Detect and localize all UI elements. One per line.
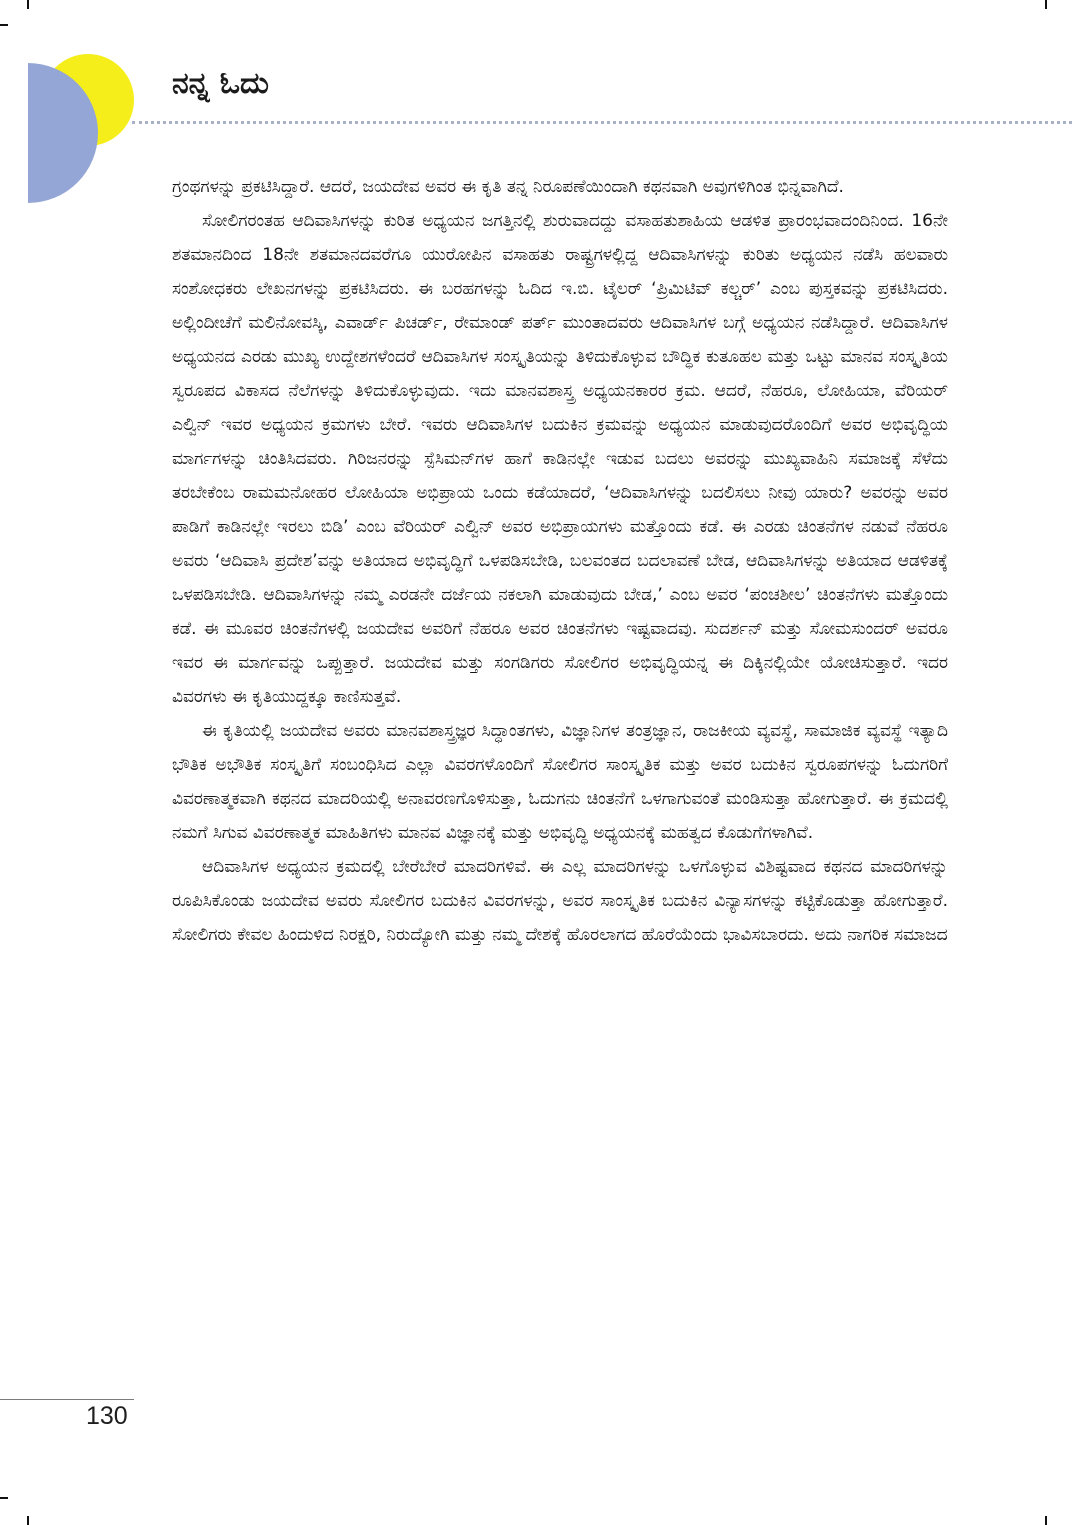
paragraph: ಸೋಲಿಗರಂತಹ ಆದಿವಾಸಿಗಳನ್ನು ಕುರಿತ ಅಧ್ಯಯನ ಜಗತ್ತಿನಲ್ಲಿ ಶುರುವಾದದ್ದು ವಸಾಹತುಶಾಹಿಯ ಆಡಳಿತ ಪ್ರಾರಂಭವಾದಂದಿನಿಂದ. 16ನೇ ಶತಮಾನದಿಂದ 18ನೇ ಶತಮಾನದವರೆಗೂ ಯುರೋಪಿನ ವಸಾಹತು ರಾಷ್ಟ್ರಗಳಲ್ಲಿದ್ದ ಆದಿವಾಸಿಗಳನ್ನು ಕುರಿತು ಅಧ್ಯಯನ ನಡೆಸಿ ಹಲವಾರು ಸಂಶೋಧಕರು ಲೇಖನಗಳನ್ನು ಪ್ರಕಟಿಸಿದರು. ಈ ಬರಹಗಳನ್ನು ಓದಿದ ಇ.ಬಿ. ಟೈಲರ್ ‘ಪ್ರಿಮಿಟಿವ್ ಕಲ್ಚರ್’ ಎಂಬ ಪುಸ್ತಕವನ್ನು ಪ್ರಕಟಿಸಿದರು. ಅಲ್ಲಿಂದೀಚೆಗೆ ಮಲಿನೋವಸ್ಕಿ, ಎವಾರ್ಡ್ ಪಿಚರ್ಡ್, ರೇಮಾಂಡ್ ಪರ್ತ್ ಮುಂತಾದವರು ಆದಿವಾಸಿಗಳ ಬಗ್ಗೆ ಅಧ್ಯಯನ ನಡೆಸಿದ್ದಾರೆ. ಆದಿವಾಸಿಗಳ ಅಧ್ಯಯನದ ಎರಡು ಮುಖ್ಯ ಉದ್ದೇಶಗಳೆಂದರೆ ಆದಿವಾಸಿಗಳ ಸಂಸ್ಕೃತಿಯನ್ನು ತಿಳಿದುಕೊಳ್ಳುವ ಬೌದ್ಧಿಕ ಕುತೂಹಲ ಮತ್ತು ಒಟ್ಟು ಮಾನವ ಸಂಸ್ಕೃತಿಯ ಸ್ವರೂಪದ ವಿಕಾಸದ ನೆಲೆಗಳನ್ನು ತಿಳಿದುಕೊಳ್ಳುವುದು. ಇದು ಮಾನವಶಾಸ್ತ್ರ ಅಧ್ಯಯನಕಾರರ ಕ್ರಮ. ಆದರೆ, ನೆಹರೂ, ಲೋಹಿಯಾ, ವೆರಿಯರ್ ಎಲ್ವಿನ್ ಇವರ ಅಧ್ಯಯನ ಕ್ರಮಗಳು ಬೇರೆ. ಇವರು ಆದಿವಾಸಿಗಳ ಬದುಕಿನ ಕ್ರಮವನ್ನು ಅಧ್ಯಯನ ಮಾಡುವುದರೊಂದಿಗೆ ಅವರ ಅಭಿವೃದ್ಧಿಯ ಮಾರ್ಗಗಳನ್ನು ಚಿಂತಿಸಿದವರು. ಗಿರಿಜನರನ್ನು ಸ್ಪೆಸಿಮನ್‌ಗಳ ಹಾಗೆ ಕಾಡಿನಲ್ಲೇ ಇಡುವ ಬದಲು ಅವರನ್ನು ಮುಖ್ಯವಾಹಿನಿ ಸಮಾಜಕ್ಕೆ ಸೆಳೆದು ತರಬೇಕೆಂಬ ರಾಮಮನೋಹರ ಲೋಹಿಯಾ ಅಭಿಪ್ರಾಯ ಒಂದು ಕಡೆಯಾದರೆ, ‘ಆದಿವಾಸಿಗಳನ್ನು ಬದಲಿಸಲು ನೀವು ಯಾರು? ಅವರನ್ನು ಅವರ ಪಾಡಿಗೆ ಕಾಡಿನಲ್ಲೇ ಇರಲು ಬಿಡಿ’ ಎಂಬ ವೆರಿಯರ್ ಎಲ್ವಿನ್ ಅವರ ಅಭಿಪ್ರಾಯಗಳು ಮತ್ತೊಂದು ಕಡೆ. ಈ ಎರಡು ಚಿಂತನೆಗಳ ನಡುವೆ ನೆಹರೂ ಅವರು ‘ಆದಿವಾಸಿ ಪ್ರದೇಶ’ವನ್ನು ಅತಿಯಾದ ಅಭಿವೃದ್ಧಿಗೆ ಒಳಪಡಿಸಬೇಡಿ, ಬಲವಂತದ ಬದಲಾವಣೆ ಬೇಡ, ಆದಿವಾಸಿಗಳನ್ನು ಅತಿಯಾದ ಆಡಳಿತಕ್ಕೆ ಒಳಪಡಿಸಬೇಡಿ. ಆದಿವಾಸಿಗಳನ್ನು ನಮ್ಮ ಎರಡನೇ ದರ್ಜೆಯ ನಕಲಾಗಿ ಮಾಡುವುದು ಬೇಡ,’ ಎಂಬ ಅವರ ‘ಪಂಚಶೀಲ’ ಚಿಂತನೆಗಳು ಮತ್ತೊಂದು ಕಡೆ. ಈ ಮೂವರ ಚಿಂತನೆಗಳಲ್ಲಿ ಜಯದೇವ ಅವರಿಗೆ ನೆಹರೂ ಅವರ ಚಿಂತನೆಗಳು ಇಷ್ಟವಾದವು. ಸುದರ್ಶನ್ ಮತ್ತು ಸೋಮಸುಂದರ್ ಅವರೂ ಇವರ ಈ ಮಾರ್ಗವನ್ನು ಒಪ್ಪುತ್ತಾರೆ. ಜಯದೇವ ಮತ್ತು ಸಂಗಡಿಗರು ಸೋಲಿಗರ ಅಭಿವೃದ್ಧಿಯನ್ನ ಈ ದಿಕ್ಕಿನಲ್ಲಿಯೇ ಯೋಚಿಸುತ್ತಾರೆ. ಇದರ ವಿವರಗಳು ಈ ಕೃತಿಯುದ್ದಕ್ಕೂ ಕಾಣಿಸುತ್ತವೆ.	[172, 211, 948, 707]
page-title: ನನ್ನ ಓದು	[172, 66, 269, 101]
crop-mark-bottom-left	[27, 1516, 29, 1525]
crop-mark-bottom-right	[1045, 1516, 1047, 1525]
paragraph: ಗ್ರಂಥಗಳನ್ನು ಪ್ರಕಟಿಸಿದ್ದಾರೆ. ಆದರೆ, ಜಯದೇವ ಅವರ ಈ ಕೃತಿ ತನ್ನ ನಿರೂಪಣೆಯಿಂದಾಗಿ ಕಥನವಾಗಿ ಅವುಗಳಿಗಿಂತ ಭಿನ್ನವಾಗಿದೆ.	[172, 177, 844, 197]
header-decoration	[0, 0, 160, 215]
body-text	[172, 170, 948, 952]
paragraph: ಆದಿವಾಸಿಗಳ ಅಧ್ಯಯನ ಕ್ರಮದಲ್ಲಿ ಬೇರೆಬೇರೆ ಮಾದರಿಗಳಿವೆ. ಈ ಎಲ್ಲ ಮಾದರಿಗಳನ್ನು ಒಳಗೊಳ್ಳುವ ವಿಶಿಷ್ಟವಾದ ಕಥನದ ಮಾದರಿಗಳನ್ನು ರೂಪಿಸಿಕೊಂಡು ಜಯದೇವ ಅವರು ಸೋಲಿಗರ ಬದುಕಿನ ವಿವರಗಳನ್ನು, ಅವರ ಸಾಂಸ್ಕೃತಿಕ ಬದುಕಿನ ವಿನ್ಯಾಸಗಳನ್ನು ಕಟ್ಟಿಕೊಡುತ್ತಾ ಹೋಗುತ್ತಾರೆ. ಸೋಲಿಗರು ಕೇವಲ ಹಿಂದುಳಿದ ನಿರಕ್ಷರಿ, ನಿರುದ್ಯೋಗಿ ಮತ್ತು ನಮ್ಮ ದೇಶಕ್ಕೆ ಹೊರಲಾಗದ ಹೊರೆಯೆಂದು ಭಾವಿಸಬಾರದು. ಅದು ನಾಗರಿಕ ಸಮಾಜದ	[172, 857, 948, 945]
page-number: 130	[86, 1402, 128, 1430]
crop-mark-left-lower	[0, 1497, 8, 1499]
paragraph: ಈ ಕೃತಿಯಲ್ಲಿ ಜಯದೇವ ಅವರು ಮಾನವಶಾಸ್ತ್ರಜ್ಞರ ಸಿದ್ಧಾಂತಗಳು, ವಿಜ್ಞಾನಿಗಳ ತಂತ್ರಜ್ಞಾನ, ರಾಜಕೀಯ ವ್ಯವಸ್ಥೆ, ಸಾಮಾಜಿಕ ವ್ಯವಸ್ಥೆ ಇತ್ಯಾದಿ ಭೌತಿಕ ಅಭೌತಿಕ ಸಂಸ್ಕೃತಿಗೆ ಸಂಬಂಧಿಸಿದ ಎಲ್ಲಾ ವಿವರಗಳೊಂದಿಗೆ ಸೋಲಿಗರ ಸಾಂಸ್ಕೃತಿಕ ಮತ್ತು ಅವರ ಬದುಕಿನ ಸ್ವರೂಪಗಳನ್ನು ಓದುಗರಿಗೆ ವಿವರಣಾತ್ಮಕವಾಗಿ ಕಥನದ ಮಾದರಿಯಲ್ಲಿ ಅನಾವರಣಗೊಳಿಸುತ್ತಾ, ಓದುಗನು ಚಿಂತನೆಗೆ ಒಳಗಾಗುವಂತೆ ಮಂಡಿಸುತ್ತಾ ಹೋಗುತ್ತಾರೆ. ಈ ಕ್ರಮದಲ್ಲಿ ನಮಗೆ ಸಿಗುವ ವಿವರಣಾತ್ಮಕ ಮಾಹಿತಿಗಳು ಮಾನವ ವಿಜ್ಞಾನಕ್ಕೆ ಮತ್ತು ಅಭಿವೃದ್ಧಿ ಅಧ್ಯಯನಕ್ಕೆ ಮಹತ್ವದ ಕೊಡುಗೆಗಳಾಗಿವೆ.	[172, 721, 948, 843]
footer-rule	[0, 1399, 134, 1400]
crop-mark-top-right	[1045, 0, 1047, 9]
title-dotted-rule	[132, 121, 1072, 124]
